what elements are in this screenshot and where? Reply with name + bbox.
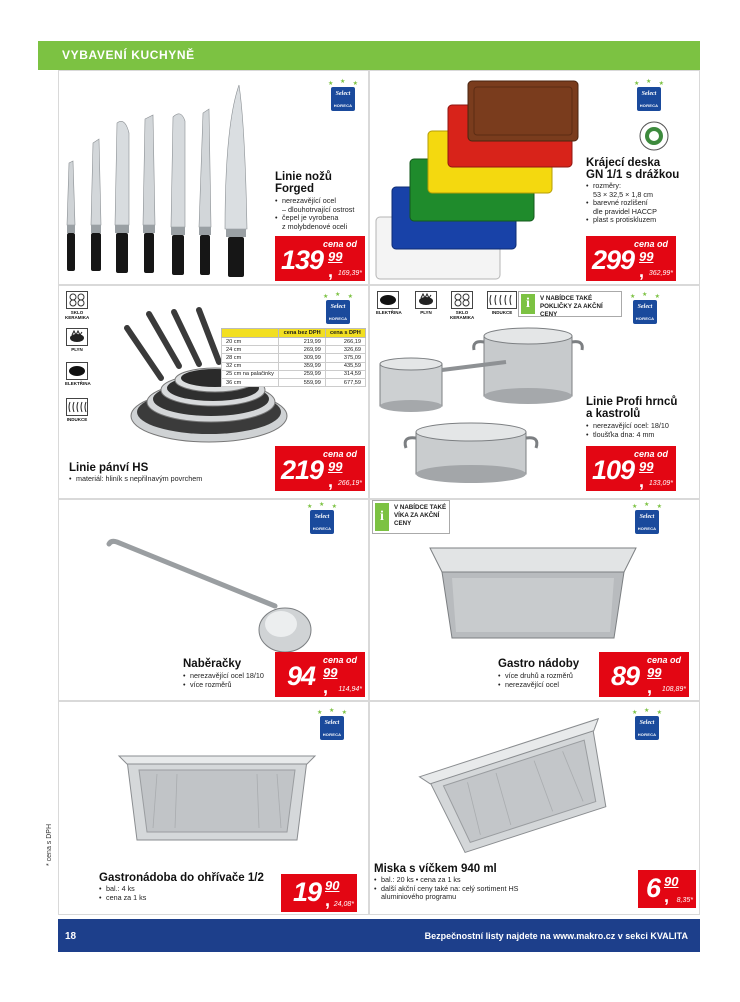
pans-title: Linie pánví HS xyxy=(69,462,149,474)
induction-icon: INDUKCE xyxy=(65,398,89,422)
board-brown xyxy=(468,81,578,141)
bowl-title: Miska s víčkem 940 ml xyxy=(374,863,497,875)
induction-icon: INDUKCE xyxy=(486,291,518,315)
gastro-title: Gastro nádoby xyxy=(498,658,580,670)
table-row: 25 cm na palačinky 259,99 314,59 xyxy=(222,370,366,378)
knife-2 xyxy=(91,139,101,271)
cutting-boards-image xyxy=(374,79,584,279)
product-gastro-containers[interactable] xyxy=(369,499,700,701)
table-row: 32 cm 359,99 435,59 xyxy=(222,362,366,370)
boards-bullets: • rozměry: 53 × 32,5 × 1,8 cm • barevné rozlišení dle pravidel HACCP • plast s protiskluzem xyxy=(586,182,696,225)
knives-price-tag: cena od 139 99 , 169,39* xyxy=(275,236,365,281)
table-row: 36 cm 559,99 677,59 xyxy=(222,378,366,386)
gas-icon: PLYN xyxy=(414,291,438,315)
knife-3 xyxy=(115,121,129,273)
select-horeca-logo: ★ ★ ★ Select HORECA xyxy=(630,294,660,328)
knife-7 xyxy=(225,85,247,277)
bowl-bullets: • bal.: 20 ks • cena za 1 ks • další akční ceny také na: celý sortiment HS aluminiového programu xyxy=(374,876,574,902)
pans-price-table: cena bez DPH cena s DPH 20 cm 219,99 266,19 24 cm 269,99 326,69 28 cm 309,99 375,09 32 cm 359,99 435,59 25 cm na palačinky 259,99 314,59 36 cm 559,99 677,59 xyxy=(221,328,366,387)
pots-image xyxy=(376,326,586,486)
alu-bowl-image xyxy=(420,712,620,852)
select-horeca-logo: ★ ★ ★ Select HORECA xyxy=(328,81,358,115)
vat-note: * cena s DPH xyxy=(46,823,53,866)
ladle-image xyxy=(107,540,317,650)
info-icon: i xyxy=(521,294,535,314)
gastro-price-tag: cena od 89 99 , 108,89* xyxy=(599,652,689,697)
product-knives[interactable] xyxy=(58,70,369,285)
pots-bullets: • nerezavějící ocel: 18/10 • tloušťka dna: 4 mm xyxy=(586,422,698,439)
knife-6 xyxy=(199,109,211,275)
footer-note: Bezpečnostní listy najdete na www.makro.cz v sekci KVALITA xyxy=(424,931,688,941)
ladles-bullets: • nerezavějící ocel 18/10 • více rozměrů xyxy=(183,672,283,689)
page-number: 18 xyxy=(65,931,77,942)
table-row: 28 cm 309,99 375,09 xyxy=(222,354,366,362)
table-row: 20 cm 219,99 266,19 xyxy=(222,338,366,346)
product-alu-tray[interactable] xyxy=(58,701,369,915)
select-horeca-logo: ★ ★ ★ Select HORECA xyxy=(634,81,664,115)
gastro-container-image xyxy=(428,542,638,642)
knives-title: Linie nožů Forged xyxy=(275,171,332,195)
info-icon: i xyxy=(375,503,389,531)
tray-price-tag: 19 90 , 24,08* xyxy=(281,874,357,912)
tray-title: Gastronádoba do ohřívače 1/2 xyxy=(99,872,264,884)
ceramic-hob-icon: SKLO KERAMIKA xyxy=(65,291,89,320)
knives-image xyxy=(59,83,259,283)
ceramic-hob-icon: SKLO KERAMIKA xyxy=(450,291,474,320)
product-pots[interactable] xyxy=(369,285,700,499)
product-cutting-boards[interactable] xyxy=(369,70,700,285)
footer-bar xyxy=(58,919,700,952)
select-horeca-logo: ★ ★ ★ Select HORECA xyxy=(323,294,353,328)
flyer-page xyxy=(58,70,700,915)
select-horeca-logo: ★ ★ ★ Select HORECA xyxy=(632,710,662,744)
product-pans[interactable] xyxy=(58,285,369,499)
haccp-seal-icon xyxy=(639,121,669,151)
ladles-price-tag: cena od 94 99 , 114,94* xyxy=(275,652,365,697)
knife-1 xyxy=(67,161,75,271)
select-horeca-logo: ★ ★ ★ Select HORECA xyxy=(632,504,662,538)
product-ladles[interactable] xyxy=(58,499,369,701)
ladles-title: Naběračky xyxy=(183,658,242,670)
pots-info-badge: i V NABÍDCE TAKÉ POKLIČKY ZA AKČNÍ CENY xyxy=(518,291,622,317)
tray-bullets: • bal.: 4 ks • cena za 1 ks xyxy=(99,885,239,902)
bowl-price-tag: 6 90 , 8,35* xyxy=(638,870,696,908)
select-horeca-logo: ★ ★ ★ Select HORECA xyxy=(307,504,337,538)
product-alu-bowl[interactable] xyxy=(369,701,700,915)
electric-icon: ELEKTŘINA xyxy=(376,291,400,315)
gas-icon: PLYN xyxy=(65,328,89,352)
table-row: 24 cm 269,99 326,69 xyxy=(222,346,366,354)
gastro-info-badge: i V NABÍDCE TAKÉ VÍKA ZA AKČNÍ CENY xyxy=(372,500,450,534)
boards-price-tag: cena od 299 99 , 362,99* xyxy=(586,236,676,281)
electric-icon: ELEKTŘINA xyxy=(65,362,89,386)
boards-title: Krájecí deska GN 1/1 s drážkou xyxy=(586,157,680,181)
select-horeca-logo: ★ ★ ★ Select HORECA xyxy=(317,710,347,744)
pans-price-tag: cena od 219 99 , 266,19* xyxy=(275,446,365,491)
pans-bullets: • materiál: hliník s nepřilnavým povrchem xyxy=(69,475,269,484)
alu-tray-image xyxy=(117,740,317,850)
knives-bullets: • nerezavějící ocel – dlouhotrvající ostrost • čepel je vyrobena z molybdenové oceli xyxy=(275,197,367,231)
pots-title: Linie Profi hrnců a kastrolů xyxy=(586,396,678,420)
section-header xyxy=(38,41,700,70)
section-title: VYBAVENÍ KUCHYNĚ xyxy=(62,48,195,62)
knife-5 xyxy=(171,114,185,275)
gastro-bullets: • více druhů a rozměrů • nerezavějící ocel xyxy=(498,672,598,689)
pots-price-tag: cena od 109 99 , 133,09* xyxy=(586,446,676,491)
knife-4 xyxy=(143,115,155,273)
casserole xyxy=(405,423,537,483)
